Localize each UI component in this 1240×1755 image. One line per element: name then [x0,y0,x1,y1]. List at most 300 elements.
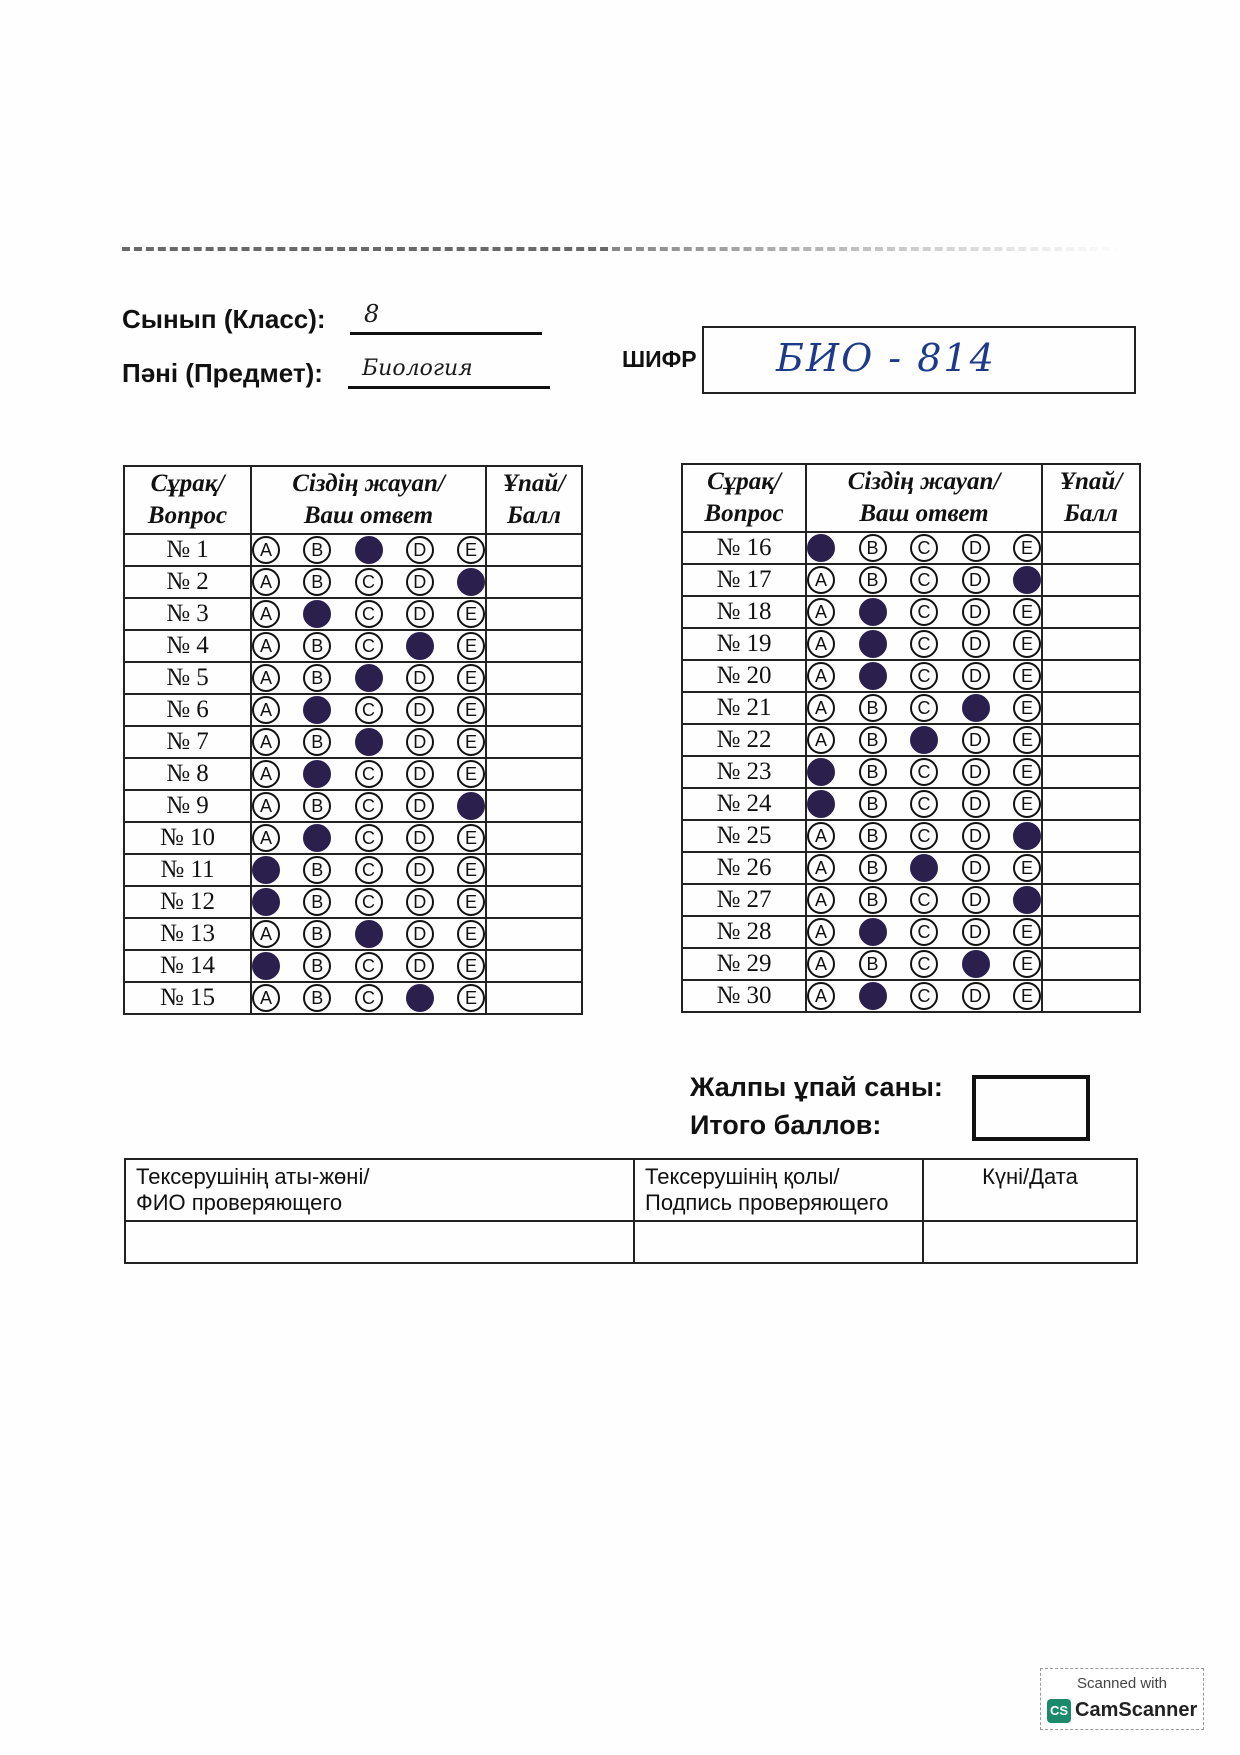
option-bubble-d[interactable] [406,632,434,660]
score-cell[interactable] [1042,884,1140,916]
camscanner-badge [1040,1668,1204,1730]
option-bubble-b[interactable]: B [859,566,887,594]
totals-label-ru: Итого баллов: [690,1110,882,1140]
option-bubble-a[interactable]: A [807,694,835,722]
option-bubble-e[interactable]: E [457,856,485,884]
option-bubble-d[interactable]: D [962,662,990,690]
question-row [124,598,582,630]
option-bubble-e[interactable]: E [1013,694,1041,722]
question-row [124,758,582,790]
option-bubble-a[interactable]: A [252,632,280,660]
score-cell[interactable] [1042,948,1140,980]
option-bubble-e[interactable] [1013,822,1041,850]
option-bubble-e[interactable]: E [457,920,485,948]
option-bubble-a[interactable]: A [807,598,835,626]
option-bubble-e[interactable] [1013,886,1041,914]
answer-options [251,758,486,790]
question-row [124,950,582,982]
option-bubble-d[interactable]: D [962,822,990,850]
option-bubble-c[interactable]: C [910,534,938,562]
option-bubble-e[interactable]: E [1013,950,1041,978]
option-bubble-c[interactable] [355,920,383,948]
option-bubble-c[interactable]: C [355,824,383,852]
option-bubble-c[interactable] [910,854,938,882]
option-bubble-b[interactable] [859,630,887,658]
answer-options [251,918,486,950]
option-bubble-d[interactable]: D [406,664,434,692]
option-bubble-c[interactable]: C [355,760,383,788]
answer-options [251,694,486,726]
option-bubble-d[interactable]: D [406,952,434,980]
question-row [682,596,1140,628]
option-bubble-c[interactable]: C [910,822,938,850]
score-cell[interactable] [486,758,582,790]
answer-options [806,692,1042,724]
option-bubble-a[interactable]: A [807,726,835,754]
answer-options [251,630,486,662]
option-bubble-d[interactable]: D [962,982,990,1010]
answer-options [806,948,1042,980]
option-bubble-a[interactable]: A [807,950,835,978]
question-number: № 4 [124,630,251,662]
score-cell[interactable] [486,886,582,918]
option-bubble-c[interactable]: C [355,952,383,980]
option-bubble-a[interactable]: A [807,822,835,850]
class-field[interactable] [350,302,542,335]
option-bubble-d[interactable] [962,694,990,722]
option-bubble-d[interactable]: D [406,728,434,756]
score-cell[interactable] [1042,564,1140,596]
question-header: Сұрақ/ Вопрос [124,466,251,534]
reviewer-signature-cell[interactable] [634,1221,923,1263]
option-bubble-e[interactable]: E [457,536,485,564]
score-cell[interactable] [1042,788,1140,820]
question-row [124,662,582,694]
score-cell[interactable] [486,566,582,598]
totals-box[interactable] [972,1075,1090,1141]
score-cell[interactable] [486,982,582,1014]
reviewer-signature-header: Тексерушінің қолы/ Подпись проверяющего [634,1159,923,1221]
question-number: № 22 [682,724,806,756]
option-bubble-c[interactable]: C [910,950,938,978]
option-bubble-a[interactable]: A [252,664,280,692]
option-bubble-c[interactable]: C [355,632,383,660]
option-bubble-e[interactable]: E [1013,758,1041,786]
option-bubble-d[interactable] [962,950,990,978]
question-number: № 13 [124,918,251,950]
question-number: № 17 [682,564,806,596]
question-number: № 20 [682,660,806,692]
option-bubble-c[interactable]: C [355,856,383,884]
option-bubble-c[interactable]: C [910,758,938,786]
option-bubble-c[interactable]: C [910,694,938,722]
camscanner-logo-icon: CS [1047,1699,1071,1723]
option-bubble-e[interactable]: E [1013,918,1041,946]
option-bubble-b[interactable]: B [859,886,887,914]
option-bubble-c[interactable]: C [910,598,938,626]
option-bubble-c[interactable]: C [910,918,938,946]
answer-options [251,662,486,694]
answer-options [251,534,486,566]
question-number: № 25 [682,820,806,852]
answer-options [251,726,486,758]
option-bubble-c[interactable]: C [355,888,383,916]
option-bubble-c[interactable]: C [355,984,383,1012]
score-cell[interactable] [1042,916,1140,948]
option-bubble-c[interactable]: C [355,600,383,628]
option-bubble-a[interactable]: A [252,920,280,948]
option-bubble-b[interactable]: B [303,952,331,980]
option-bubble-a[interactable]: A [252,792,280,820]
option-bubble-b[interactable] [859,982,887,1010]
answer-options [806,628,1042,660]
question-number: № 10 [124,822,251,854]
question-number: № 6 [124,694,251,726]
option-bubble-c[interactable] [355,728,383,756]
option-bubble-a[interactable]: A [807,918,835,946]
question-number: № 27 [682,884,806,916]
scanner-small-text: Scanned with [1076,1675,1168,1692]
score-cell[interactable] [1042,692,1140,724]
option-bubble-d[interactable]: D [406,888,434,916]
option-bubble-d[interactable]: D [406,696,434,724]
option-bubble-b[interactable] [303,696,331,724]
option-bubble-e[interactable]: E [457,664,485,692]
question-row [124,726,582,758]
option-bubble-e[interactable]: E [457,824,485,852]
score-cell[interactable] [1042,852,1140,884]
score-cell[interactable] [486,662,582,694]
option-bubble-d[interactable]: D [962,886,990,914]
option-bubble-d[interactable]: D [406,600,434,628]
date-header: Күні/Дата [923,1159,1137,1221]
option-bubble-b[interactable] [303,760,331,788]
option-bubble-a[interactable] [252,856,280,884]
option-bubble-a[interactable]: A [807,566,835,594]
option-bubble-c[interactable]: C [910,982,938,1010]
question-row [682,820,1140,852]
option-bubble-d[interactable]: D [406,856,434,884]
question-number: № 9 [124,790,251,822]
option-bubble-c[interactable]: C [910,790,938,818]
option-bubble-e[interactable]: E [1013,854,1041,882]
question-row [682,788,1140,820]
option-bubble-a[interactable]: A [252,728,280,756]
question-row [124,790,582,822]
score-cell[interactable] [486,694,582,726]
question-number: № 26 [682,852,806,884]
option-bubble-a[interactable]: A [807,630,835,658]
score-cell[interactable] [1042,756,1140,788]
answer-options [806,564,1042,596]
answer-options [806,916,1042,948]
option-bubble-a[interactable] [807,790,835,818]
option-bubble-a[interactable]: A [252,984,280,1012]
score-cell[interactable] [1042,820,1140,852]
cipher-value: БИО - 814 [776,336,996,380]
option-bubble-e[interactable]: E [457,696,485,724]
answer-table-left [123,465,583,1015]
option-bubble-b[interactable]: B [303,536,331,564]
option-bubble-c[interactable]: C [355,696,383,724]
answer-options [806,724,1042,756]
cipher-box[interactable] [702,326,1136,394]
score-cell[interactable] [486,950,582,982]
answer-options [806,756,1042,788]
question-row [682,756,1140,788]
answer-options [251,854,486,886]
option-bubble-a[interactable] [252,952,280,980]
subject-field[interactable] [348,356,550,389]
option-bubble-e[interactable]: E [1013,790,1041,818]
option-bubble-d[interactable]: D [962,758,990,786]
option-bubble-b[interactable]: B [859,726,887,754]
option-bubble-e[interactable]: E [1013,726,1041,754]
answer-options [806,660,1042,692]
answer-options [251,822,486,854]
answer-options [806,532,1042,564]
option-bubble-d[interactable]: D [962,566,990,594]
option-bubble-b[interactable] [859,598,887,626]
answer-options [806,596,1042,628]
score-cell[interactable] [1042,628,1140,660]
question-number: № 28 [682,916,806,948]
answer-options [251,950,486,982]
question-number: № 21 [682,692,806,724]
option-bubble-d[interactable]: D [962,854,990,882]
question-row [682,948,1140,980]
score-cell[interactable] [486,598,582,630]
option-bubble-e[interactable] [457,568,485,596]
option-bubble-e[interactable] [1013,566,1041,594]
option-bubble-b[interactable] [303,824,331,852]
option-bubble-c[interactable]: C [910,886,938,914]
option-bubble-c[interactable]: C [910,630,938,658]
answer-options [251,790,486,822]
question-number: № 19 [682,628,806,660]
score-header: Ұпай/ Балл [1042,464,1140,532]
reviewer-name-header: Тексерушінің аты-жөні/ ФИО проверяющего [125,1159,634,1221]
option-bubble-b[interactable]: B [303,856,331,884]
score-cell[interactable] [1042,532,1140,564]
question-number: № 3 [124,598,251,630]
question-row [682,564,1140,596]
option-bubble-b[interactable]: B [859,822,887,850]
option-bubble-b[interactable]: B [859,694,887,722]
option-bubble-c[interactable] [910,726,938,754]
question-row [682,532,1140,564]
option-bubble-b[interactable]: B [303,792,331,820]
option-bubble-e[interactable]: E [1013,630,1041,658]
score-cell[interactable] [486,790,582,822]
option-bubble-b[interactable]: B [303,664,331,692]
option-bubble-d[interactable]: D [406,536,434,564]
question-row [682,660,1140,692]
answer-header: Сіздің жауап/ Ваш ответ [806,464,1042,532]
option-bubble-a[interactable]: A [807,886,835,914]
option-bubble-e[interactable]: E [457,952,485,980]
score-cell[interactable] [486,918,582,950]
question-number: № 29 [682,948,806,980]
reviewer-name-cell[interactable] [125,1221,634,1263]
option-bubble-a[interactable] [807,758,835,786]
question-number: № 24 [682,788,806,820]
question-number: № 1 [124,534,251,566]
cipher-label: ШИФР [622,346,697,372]
score-cell[interactable] [1042,724,1140,756]
option-bubble-c[interactable]: C [910,566,938,594]
question-row [682,628,1140,660]
option-bubble-e[interactable]: E [457,888,485,916]
score-cell[interactable] [486,822,582,854]
question-row [682,916,1140,948]
option-bubble-a[interactable]: A [252,568,280,596]
option-bubble-e[interactable]: E [457,728,485,756]
answer-options [251,598,486,630]
question-number: № 11 [124,854,251,886]
option-bubble-a[interactable]: A [807,854,835,882]
option-bubble-c[interactable] [355,664,383,692]
option-bubble-d[interactable]: D [962,534,990,562]
option-bubble-d[interactable]: D [962,630,990,658]
score-cell[interactable] [1042,980,1140,1012]
option-bubble-b[interactable]: B [303,632,331,660]
option-bubble-b[interactable]: B [859,758,887,786]
question-number: № 14 [124,950,251,982]
option-bubble-b[interactable] [859,918,887,946]
cut-line [122,247,1122,251]
option-bubble-d[interactable] [406,984,434,1012]
option-bubble-d[interactable]: D [962,726,990,754]
answer-table-right [681,463,1141,1013]
scanner-brand: CamScanner [1075,1699,1198,1721]
answer-options [806,980,1042,1012]
option-bubble-d[interactable]: D [406,920,434,948]
option-bubble-c[interactable]: C [910,662,938,690]
subject-label: Пәні (Предмет): [122,358,323,388]
score-cell[interactable] [486,630,582,662]
option-bubble-e[interactable]: E [1013,662,1041,690]
question-number: № 7 [124,726,251,758]
option-bubble-a[interactable] [807,534,835,562]
option-bubble-a[interactable] [252,888,280,916]
answer-options [251,982,486,1014]
class-value: 8 [364,300,380,328]
question-number: № 18 [682,596,806,628]
answer-options [806,884,1042,916]
totals-label-kz: Жалпы ұпай саны: [690,1072,943,1102]
question-row [124,854,582,886]
question-number: № 8 [124,758,251,790]
question-number: № 15 [124,982,251,1014]
option-bubble-d[interactable]: D [406,568,434,596]
question-header: Сұрақ/ Вопрос [682,464,806,532]
question-row [682,724,1140,756]
question-row [124,982,582,1014]
option-bubble-b[interactable] [303,600,331,628]
score-cell[interactable] [1042,596,1140,628]
option-bubble-d[interactable]: D [406,792,434,820]
option-bubble-b[interactable]: B [859,854,887,882]
question-row [124,534,582,566]
option-bubble-e[interactable] [457,792,485,820]
option-bubble-b[interactable]: B [303,920,331,948]
option-bubble-b[interactable]: B [859,790,887,818]
option-bubble-a[interactable]: A [252,600,280,628]
option-bubble-b[interactable]: B [303,568,331,596]
option-bubble-d[interactable]: D [962,598,990,626]
question-number: № 5 [124,662,251,694]
option-bubble-a[interactable]: A [252,824,280,852]
question-row [682,884,1140,916]
option-bubble-a[interactable]: A [252,760,280,788]
option-bubble-a[interactable]: A [807,662,835,690]
option-bubble-a[interactable]: A [252,696,280,724]
question-row [682,692,1140,724]
option-bubble-c[interactable]: C [355,792,383,820]
option-bubble-e[interactable]: E [457,760,485,788]
question-row [124,886,582,918]
option-bubble-e[interactable]: E [457,984,485,1012]
question-number: № 2 [124,566,251,598]
option-bubble-b[interactable]: B [303,984,331,1012]
option-bubble-d[interactable]: D [962,918,990,946]
question-number: № 12 [124,886,251,918]
answer-header: Сіздің жауап/ Ваш ответ [251,466,486,534]
class-label: Сынып (Класс): [122,304,326,334]
option-bubble-b[interactable] [859,662,887,690]
score-cell[interactable] [1042,660,1140,692]
option-bubble-a[interactable]: A [807,982,835,1010]
option-bubble-e[interactable]: E [457,632,485,660]
option-bubble-d[interactable]: D [406,760,434,788]
question-row [124,822,582,854]
question-number: № 16 [682,532,806,564]
answer-options [251,566,486,598]
option-bubble-b[interactable]: B [859,950,887,978]
answer-options [806,788,1042,820]
score-cell[interactable] [486,726,582,758]
question-row [682,980,1140,1012]
date-cell[interactable] [923,1221,1137,1263]
option-bubble-d[interactable]: D [962,790,990,818]
question-row [124,566,582,598]
score-cell[interactable] [486,854,582,886]
score-cell[interactable] [486,534,582,566]
option-bubble-c[interactable] [355,536,383,564]
score-header: Ұпай/ Балл [486,466,582,534]
question-row [124,694,582,726]
question-row [124,630,582,662]
option-bubble-a[interactable]: A [252,536,280,564]
reviewer-table [124,1158,1138,1264]
answer-options [251,886,486,918]
option-bubble-b[interactable]: B [303,888,331,916]
option-bubble-e[interactable]: E [1013,982,1041,1010]
option-bubble-d[interactable]: D [406,824,434,852]
option-bubble-b[interactable]: B [303,728,331,756]
option-bubble-e[interactable]: E [1013,598,1041,626]
option-bubble-e[interactable]: E [457,600,485,628]
question-row [124,918,582,950]
answer-options [806,852,1042,884]
option-bubble-b[interactable]: B [859,534,887,562]
option-bubble-e[interactable]: E [1013,534,1041,562]
question-number: № 30 [682,980,806,1012]
subject-value: Биология [362,356,473,381]
question-row [682,852,1140,884]
option-bubble-c[interactable]: C [355,568,383,596]
